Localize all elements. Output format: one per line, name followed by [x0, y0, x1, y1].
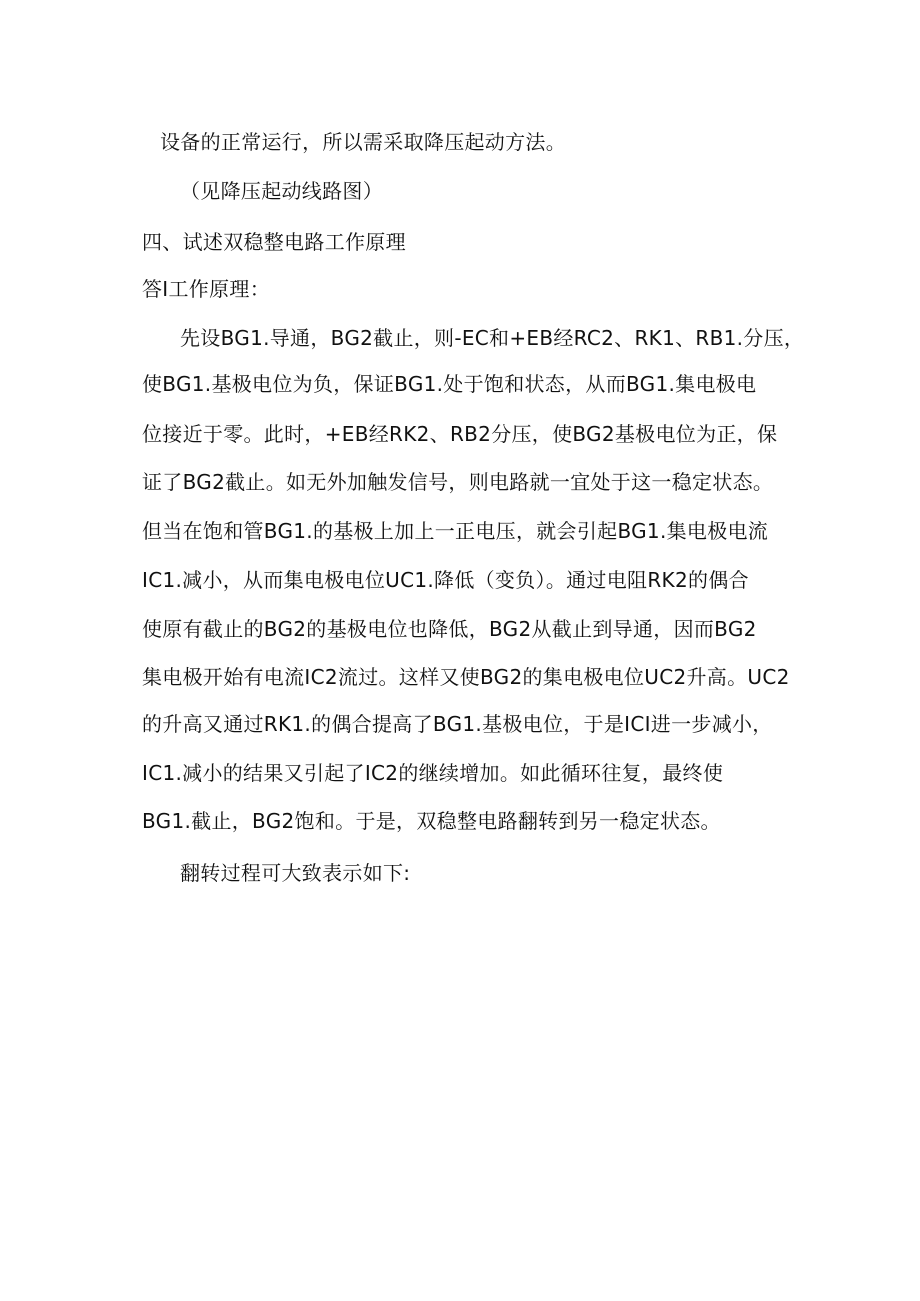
text-line: IC1.减小的结果又引起了IC2的继续增加。如此循环往复，最终使	[142, 761, 724, 785]
text-line: 使原有截止的BG2的基极电位也降低，BG2从截止到导通，因而BG2	[142, 617, 757, 641]
text-line: 先设BG1.导通，BG2截止，则-EC和+EB经RC2、RK1、RB1.分压，	[180, 326, 805, 350]
text-line: 设备的正常运行，所以需采取降压起动方法。	[160, 130, 566, 154]
text-line: 翻转过程可大致表示如下:	[180, 861, 411, 885]
text-line: 证了BG2截止。如无外加触发信号，则电路就一宜处于这一稳定状态。	[142, 470, 774, 494]
text-line: 位接近于零。此时，+EB经RK2、RB2分压，使BG2基极电位为正，保	[142, 422, 778, 446]
text-line: （见降压起动线路图）	[180, 179, 383, 203]
text-line: 的升高又通过RK1.的偶合提高了BG1.基极电位，于是ICI进一步减小，	[142, 712, 773, 736]
text-line: IC1.减小，从而集电极电位UC1.降低（变负）。通过电阻RK2的偶合	[142, 568, 749, 592]
text-line: BG1.截止，BG2饱和。于是，双稳整电路翻转到另一稳定状态。	[142, 809, 721, 833]
section-heading: 四、试述双稳整电路工作原理	[142, 230, 406, 254]
text-line: 但当在饱和管BG1.的基极上加上一正电压，就会引起BG1.集电极电流	[142, 519, 769, 543]
answer-label: 答I工作原理：	[142, 277, 270, 301]
text-line: 集电极开始有电流IC2流过。这样又使BG2的集电极电位UC2升高。UC2	[142, 665, 790, 689]
text-line: 使BG1.基极电位为负，保证BG1.处于饱和状态，从而BG1.集电极电	[142, 372, 757, 396]
